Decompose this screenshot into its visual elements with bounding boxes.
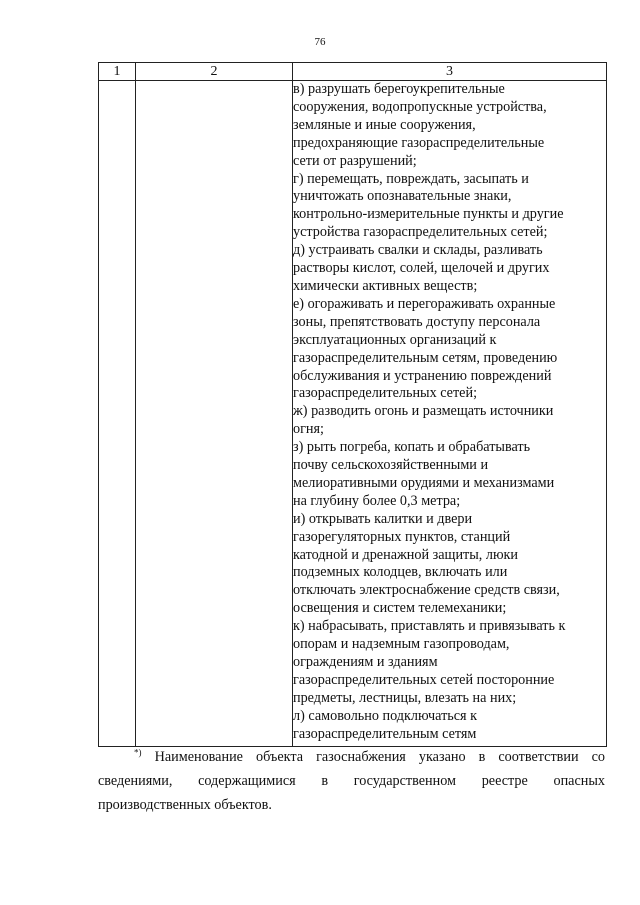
list-item: ограждениям и зданиям [293, 654, 438, 670]
list-item: газораспределительных сетей; [293, 385, 478, 402]
list-item: предохраняющие газораспределительные [293, 134, 545, 151]
list-item: д) устраивать свалки и склады, разливать [293, 242, 543, 259]
list-item: химически активных веществ; [293, 277, 478, 294]
footnote [98, 745, 605, 817]
table-row [99, 81, 607, 747]
list-item: отключать электроснабжение средств связи, [293, 582, 560, 599]
list-item: сети от разрушений; [293, 152, 417, 169]
table-cell-col-3 [293, 81, 607, 747]
list-item: подземных колодцев, включать или [293, 564, 508, 581]
footnote-line: сведениями, содержащимися в государственном реестре опасных [98, 773, 605, 789]
list-item: обслуживания и устранению повреждений [293, 367, 552, 384]
list-item: газорегуляторных пунктов, станций [293, 528, 511, 545]
list-item: к) набрасывать, приставлять и привязывать к [293, 618, 566, 635]
list-item: почву сельскохозяйственными и [293, 457, 489, 474]
list-item: освещения и систем телемеханики; [293, 600, 507, 617]
footnote-marker: *) [134, 747, 142, 758]
list-item: сооружения, водопропускные устройства, [293, 98, 547, 115]
list-item: опорам и надземным газопроводам, [293, 636, 510, 653]
list-item: л) самовольно подключаться к [293, 707, 478, 724]
column-header-1: 1 [99, 63, 136, 81]
footnote-line [98, 745, 605, 769]
list-item: з) рыть погреба, копать и обрабатывать [293, 439, 531, 456]
list-item: контрольно-измерительные пункты и другие [293, 206, 564, 223]
column-header-2: 2 [136, 63, 293, 81]
list-item: уничтожать опознавательные знаки, [293, 188, 512, 205]
list-item: огня; [293, 421, 324, 438]
list-item: предметы, лестницы, влезать на них; [293, 689, 517, 706]
table-cell-col-2 [136, 81, 293, 747]
list-item: г) перемещать, повреждать, засыпать и [293, 170, 529, 187]
list-item: ж) разводить огонь и размещать источники [293, 403, 554, 420]
list-item: газораспределительных сетей посторонние [293, 671, 555, 688]
footnote-text: Наименование объекта газоснабжения указано в соответствии со [154, 749, 606, 765]
list-item: зоны, препятствовать доступу персонала [293, 313, 541, 330]
list-item: в) разрушать берегоукрепительные [293, 81, 505, 97]
requirements-table [98, 62, 607, 747]
page-number: 76 [314, 36, 326, 48]
prohibition-list [293, 81, 606, 744]
list-item: и) открывать калитки и двери [293, 510, 473, 527]
list-item: мелиоративными орудиями и механизмами [293, 474, 555, 491]
list-item: катодной и дренажной защиты, люки [293, 546, 519, 563]
list-item: газораспределительным сетям, проведению [293, 349, 558, 366]
table-cell-col-1 [99, 81, 136, 747]
list-item: на глубину более 0,3 метра; [293, 492, 461, 509]
list-item: растворы кислот, солей, щелочей и других [293, 260, 550, 277]
list-item: газораспределительным сетям [293, 725, 477, 742]
column-header-3: 3 [293, 63, 607, 81]
list-item: устройства газораспределительных сетей; [293, 224, 548, 241]
list-item: земляные и иные сооружения, [293, 116, 476, 133]
list-item: эксплуатационных организаций к [293, 331, 497, 348]
footnote-line: производственных объектов. [98, 797, 272, 813]
table-header-row [99, 63, 607, 81]
list-item: е) огораживать и перегораживать охранные [293, 295, 556, 312]
